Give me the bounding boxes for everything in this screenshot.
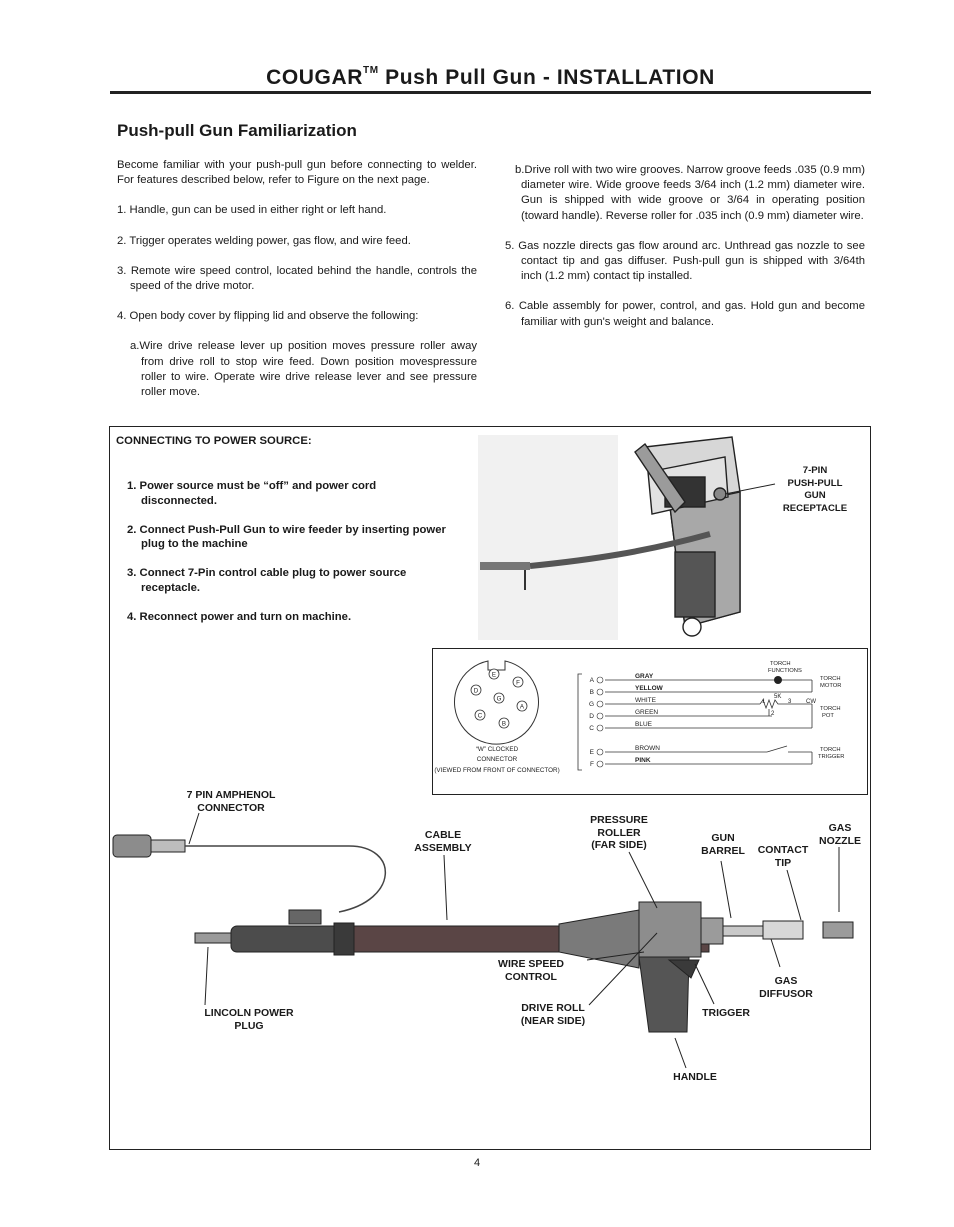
pin-G: G	[496, 695, 502, 703]
row-pin-A: A	[589, 677, 594, 684]
row-pin-B: B	[589, 689, 594, 696]
item-3: 3. Remote wire speed control, located behind the handle, controls the speed of the drive motor.	[117, 264, 477, 293]
trigger-label: TRIGGER	[702, 1007, 750, 1019]
item-5: 5. Gas nozzle directs gas flow around arc. Unthread gas nozzle to see contact tip and gas diffuser. Push-pull gun is shipped with 3/64th inch (1.2 mm) contact tip installed.	[505, 239, 865, 283]
torch-functions-2: FUNCTIONS	[768, 668, 802, 674]
connection-steps	[127, 479, 447, 639]
wire-yellow: YELLOW	[635, 685, 663, 692]
pot-pin-1: 1	[762, 699, 766, 705]
gun-barrel-label: GUN BARREL	[701, 832, 745, 857]
connector-caption-3: (VIEWED FROM FRONT OF CONNECTOR)	[434, 767, 560, 774]
torch-motor-2: MOTOR	[820, 683, 842, 689]
wire-white: WHITE	[635, 697, 656, 704]
gas-nozzle-label: GAS NOZZLE	[819, 822, 861, 847]
amphenol-label: 7 PIN AMPHENOL CONNECTOR	[186, 789, 276, 814]
row-pin-C: C	[589, 725, 594, 732]
receptacle-label: 7-PIN PUSH-PULL GUN RECEPTACLE	[782, 465, 848, 514]
wire-feeder-illustration	[470, 432, 780, 647]
pot-value: 5K	[774, 694, 782, 700]
item-4b: b.Drive roll with two wire grooves. Narrow groove feeds .035 (0.9 mm) diameter wire. Wide groove feeds 3/64 inch (1.2 mm) diameter wire. Gun is shipped with wide groove or 3/64 in operating position (toward handle). Reverse roller for .035 inch (0.9 mm) diameter wire.	[515, 164, 865, 222]
pressure-roller-label: PRESSURE ROLLER (FAR SIDE)	[590, 814, 648, 851]
page-number: 4	[473, 1157, 481, 1169]
wire-speed-label: WIRE SPEED CONTROL	[498, 958, 564, 983]
pot-pin-2: 2	[771, 711, 775, 717]
intro-paragraph: Become familiar with your push-pull gun before connecting to welder. For features described below, refer to Figure on the next page.	[117, 159, 477, 187]
torch-trigger-1: TORCH	[820, 747, 841, 753]
step-1: 1. Power source must be “off” and power cord disconnected.	[127, 480, 377, 507]
row-pin-E: E	[589, 749, 594, 756]
row-pin-G: G	[588, 701, 594, 708]
step-3: 3. Connect 7-Pin control cable plug to power source receptacle.	[127, 567, 407, 594]
row-pin-F: F	[590, 761, 594, 768]
item-2: 2. Trigger operates welding power, gas flow, and wire feed.	[117, 234, 411, 247]
torch-pot-2: POT	[822, 713, 834, 719]
torch-motor-1: TORCH	[820, 676, 841, 682]
section-heading: Push-pull Gun Familiarization	[117, 121, 357, 140]
handle-label: HANDLE	[673, 1071, 717, 1083]
contact-tip-label: CONTACT TIP	[757, 844, 809, 869]
step-2: 2. Connect Push-Pull Gun to wire feeder by inserting power plug to the machine	[127, 523, 446, 550]
wire-gray: GRAY	[635, 673, 654, 680]
pin-F: F	[516, 679, 520, 687]
drive-roll-label: DRIVE ROLL (NEAR SIDE)	[520, 1002, 586, 1027]
left-column	[117, 158, 477, 415]
pot-pin-3: 3	[788, 699, 792, 705]
pin-D: D	[473, 687, 479, 695]
wire-pink: PINK	[635, 757, 651, 764]
pot-cw: CW	[806, 699, 816, 705]
torch-trigger-2: TRIGGER	[818, 754, 845, 760]
wire-brown: BROWN	[635, 745, 660, 752]
item-1: 1. Handle, gun can be used in either right or left hand.	[117, 204, 387, 217]
box-heading: CONNECTING TO POWER SOURCE:	[116, 435, 312, 447]
right-column	[505, 163, 865, 345]
pin-B: B	[501, 720, 507, 728]
connector-caption-2: CONNECTOR	[476, 756, 518, 763]
title-rule	[110, 91, 871, 94]
pin-A: A	[519, 703, 525, 711]
row-pin-D: D	[589, 713, 594, 720]
torch-pot-1: TORCH	[820, 706, 841, 712]
pin-E: E	[491, 671, 497, 679]
pin-C: C	[477, 712, 483, 720]
step-4: 4. Reconnect power and turn on machine.	[127, 610, 352, 623]
wire-blue: BLUE	[635, 721, 652, 728]
connector-caption-1: “W” CLOCKED	[475, 746, 519, 753]
item-4a: a.Wire drive release lever up position moves pressure roller away from drive roll to stop wire feed. Down position movespressure roller to wire. Operate wire drive release lever and see pressure roller move.	[130, 340, 477, 399]
gas-diffusor-label: GAS DIFFUSOR	[759, 975, 813, 1000]
item-4: 4. Open body cover by flipping lid and observe the following:	[117, 310, 419, 323]
wire-green: GREEN	[635, 709, 659, 716]
wiring-diagram	[432, 648, 868, 795]
item-6: 6. Cable assembly for power, control, and gas. Hold gun and become familiar with gun's weight and balance.	[505, 300, 865, 328]
page-title: COUGAR™ Push Pull Gun - INSTALLATION	[266, 65, 715, 89]
lincoln-plug-label: LINCOLN POWER PLUG	[204, 1007, 294, 1032]
cable-assembly-label: CABLE ASSEMBLY	[414, 829, 472, 854]
torch-functions-1: TORCH	[770, 661, 791, 667]
